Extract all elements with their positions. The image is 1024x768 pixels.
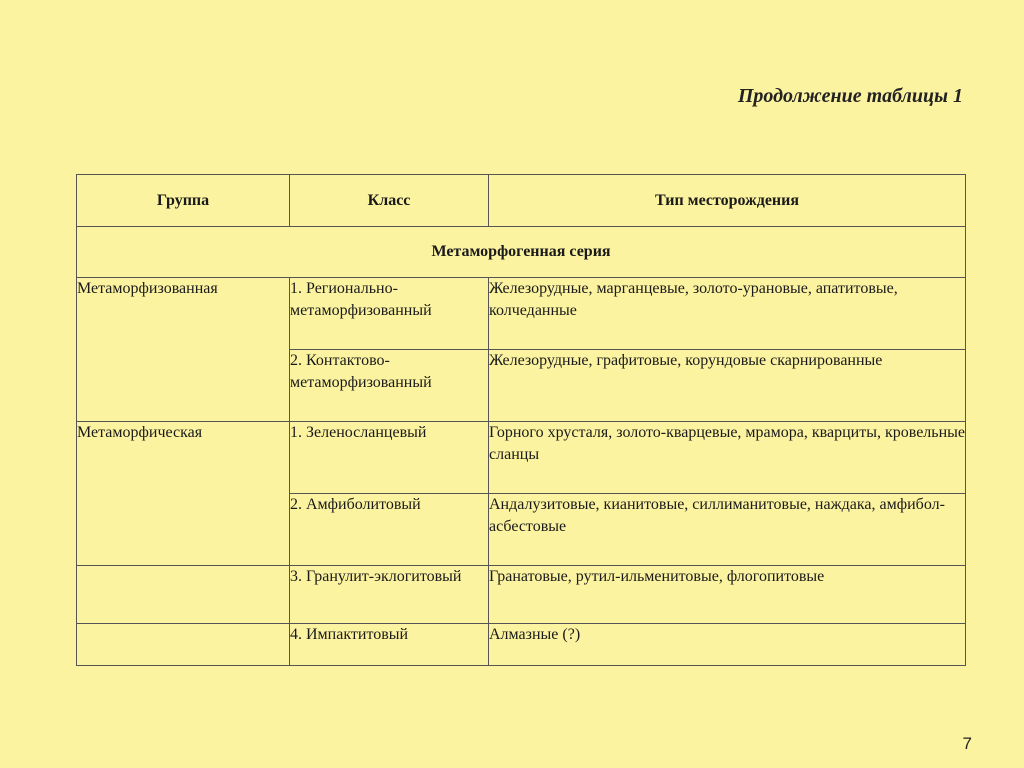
deposit-type-cell: Железорудные, графитовые, корундовые скарнированные	[489, 350, 966, 422]
table-row	[77, 422, 966, 494]
class-cell: 3. Гранулит-эклогитовый	[290, 566, 489, 624]
table-row	[77, 566, 966, 624]
class-cell: 2. Амфиболитовый	[290, 494, 489, 566]
class-cell: 4. Импактитовый	[290, 624, 489, 666]
deposit-type-cell: Гранатовые, рутил-ильменитовые, флогопитовые	[489, 566, 966, 624]
class-cell: 1. Зеленосланцевый	[290, 422, 489, 494]
group-cell	[77, 624, 290, 666]
group-cell: Метаморфическая	[77, 422, 290, 566]
header-group: Группа	[77, 175, 290, 227]
series-title: Метаморфогенная серия	[77, 227, 966, 278]
series-row	[77, 227, 966, 278]
table-header-row	[77, 175, 966, 227]
deposit-type-cell: Алмазные (?)	[489, 624, 966, 666]
class-cell: 1. Регионально-метаморфизованный	[290, 278, 489, 350]
table-row	[77, 624, 966, 666]
deposits-table	[76, 174, 966, 666]
deposit-type-cell: Андалузитовые, кианитовые, силлиманитовые, наждака, амфибол-асбестовые	[489, 494, 966, 566]
page-number: 7	[962, 734, 972, 753]
deposit-type-cell: Горного хрусталя, золото-кварцевые, мрамора, кварциты, кровельные сланцы	[489, 422, 966, 494]
group-cell: Метаморфизованная	[77, 278, 290, 422]
header-class: Класс	[290, 175, 489, 227]
class-cell: 2. Контактово-метаморфизованный	[290, 350, 489, 422]
table-caption: Продолжение таблицы 1	[737, 85, 963, 107]
table-row	[77, 278, 966, 350]
header-deposit-type: Тип месторождения	[489, 175, 966, 227]
group-cell	[77, 566, 290, 624]
deposit-type-cell: Железорудные, марганцевые, золото-урановые, апатитовые, колчеданные	[489, 278, 966, 350]
